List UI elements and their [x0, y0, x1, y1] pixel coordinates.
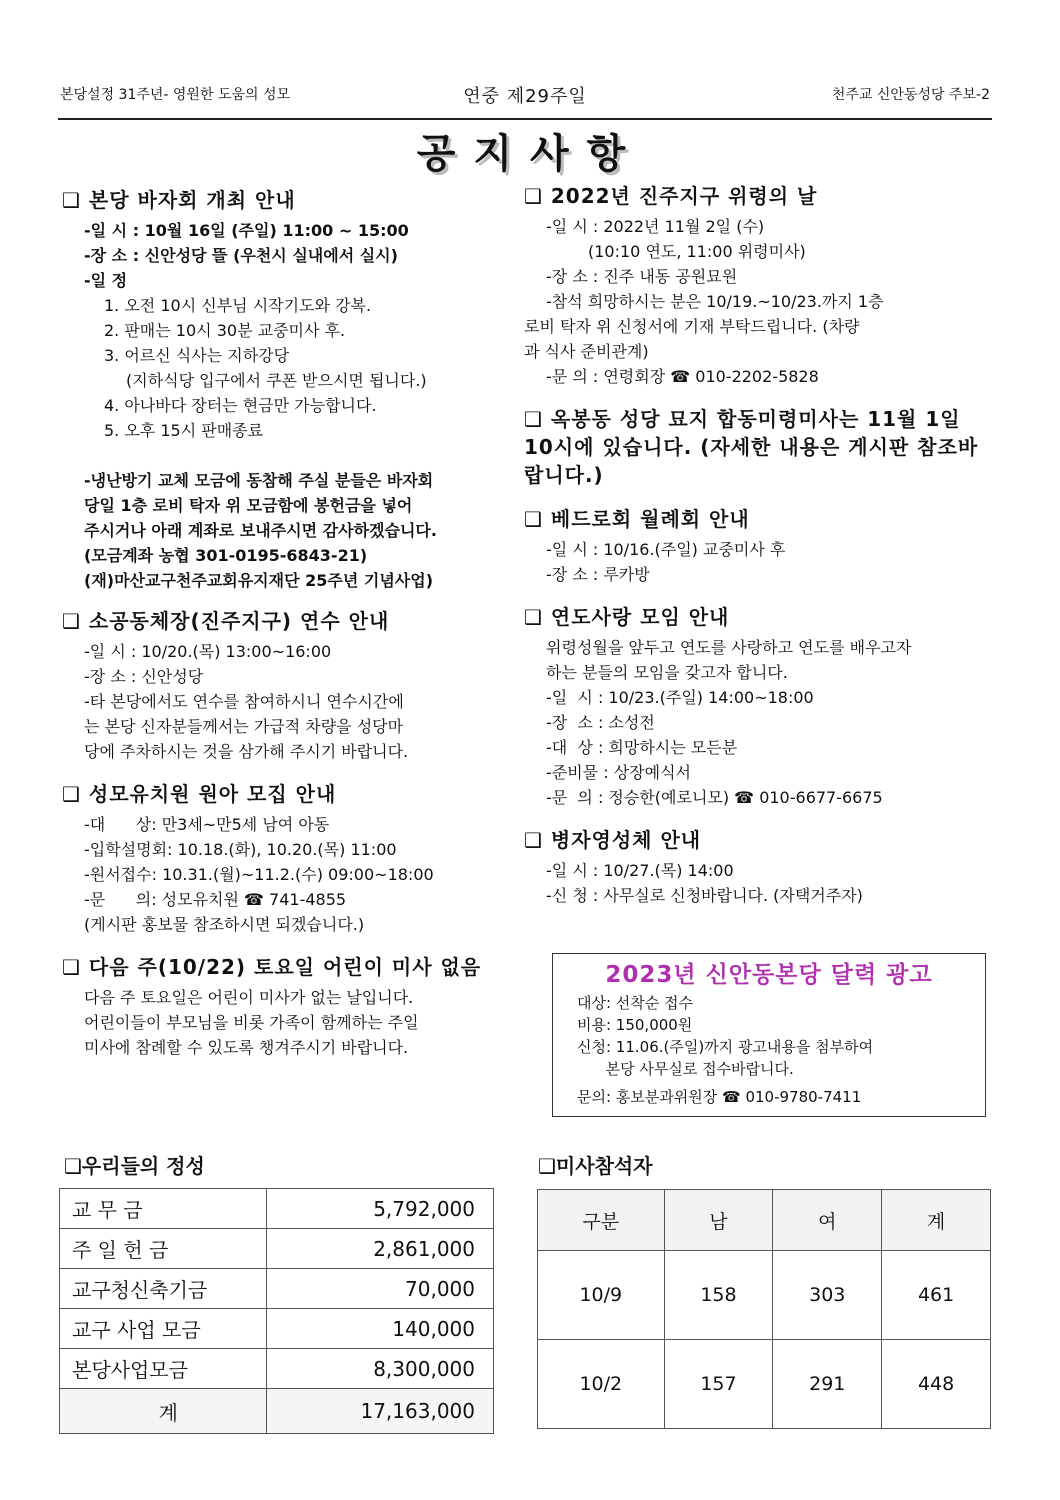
table-row [60, 1269, 494, 1309]
section-line: 위령성월을 앞두고 연도를 사랑하고 연도를 배우고자 [546, 638, 912, 657]
section-title: ❑ 소공동체장(진주지구) 연수 안내 [62, 609, 390, 633]
ad-line: 대상: 선착순 접수 [577, 994, 694, 1012]
offering-value: 140,000 [266, 1309, 493, 1349]
notice-section [524, 405, 994, 489]
section-line: (재)마산교구천주교회유지재단 25주년 기념사업) [84, 571, 434, 590]
section-line: -장 소 : 신안성당 뜰 (우천시 실내에서 실시) [84, 246, 398, 265]
section-line: 는 본당 신자분들께서는 가급적 차량을 성당마 [84, 717, 404, 736]
offering-value: 2,861,000 [266, 1229, 493, 1269]
section-line: -일 시 : 10/16.(주일) 교중미사 후 [546, 540, 786, 559]
offering-label: 계 [60, 1389, 267, 1434]
section-title: ❑ 성모유치원 원아 모집 안내 [62, 782, 337, 806]
offering-value: 17,163,000 [266, 1389, 493, 1434]
section-title: ❑ 2022년 진주지구 위령의 날 [524, 184, 818, 208]
table-header-row [538, 1190, 991, 1251]
ad-title: 2023년 신안동본당 달력 광고 [605, 962, 933, 988]
section-line: 3. 어르신 식사는 지하강당 [104, 346, 290, 365]
section-line: 미사에 참례할 수 있도록 챙겨주시기 바랍니다. [84, 1038, 409, 1057]
notice-section [524, 182, 994, 389]
attendance-cell: 158 [664, 1251, 773, 1340]
section-title: ❑ 연도사랑 모임 안내 [524, 605, 730, 629]
section-line: -대 상 : 희망하시는 모든분 [546, 738, 738, 757]
offering-label: 교 무 금 [60, 1189, 267, 1229]
section-title: ❑ 본당 바자회 개최 안내 [62, 188, 296, 212]
table-row [60, 1349, 494, 1389]
section-line: -신 청 : 사무실로 신청바랍니다. (자택거주자) [546, 886, 863, 905]
attendance-header: 계 [882, 1190, 991, 1251]
section-line: -일 시 : 10/27.(목) 14:00 [546, 861, 734, 880]
attendance-header: 남 [664, 1190, 773, 1251]
offering-label: 교구 사업 모금 [60, 1309, 267, 1349]
section-title: ❑ 베드로회 월례회 안내 [524, 507, 750, 531]
section-line: -대 상: 만3세~만5세 남여 아동 [84, 815, 330, 834]
section-line: -장 소 : 진주 내동 공원묘원 [546, 267, 738, 286]
offering-label: 교구청신축기금 [60, 1269, 267, 1309]
section-line: -일 정 [84, 271, 128, 290]
offering-label: 본당사업모금 [60, 1349, 267, 1389]
notice-section [524, 603, 994, 810]
section-line: -냉난방기 교체 모금에 동참해 주실 분들은 바자회 [84, 471, 434, 490]
section-line: (모금계좌 농협 301-0195-6843-21) [84, 546, 368, 565]
table-row [60, 1309, 494, 1349]
section-line: -장 소 : 신안성당 [84, 667, 204, 686]
attendance-header: 구분 [538, 1190, 665, 1251]
attendance-table [537, 1189, 991, 1429]
left-column [62, 186, 502, 1060]
offering-value: 8,300,000 [266, 1349, 493, 1389]
ad-line: 신청: 11.06.(주일)까지 광고내용을 첨부하여 [577, 1038, 874, 1056]
section-line: 2. 판매는 10시 30분 교중미사 후. [104, 321, 346, 340]
table-row [60, 1389, 494, 1434]
section-title: ❑ 옥봉동 성당 묘지 합동미령미사는 11월 1일 10시에 있습니다. (자세한 내용은 게시판 참조바랍니다.) [524, 407, 979, 487]
section-line: 다음 주 토요일은 어린이 미사가 없는 날입니다. [84, 988, 414, 1007]
section-line: 과 식사 준비관계) [524, 342, 649, 361]
attendance-cell: 10/2 [538, 1340, 665, 1429]
notice-section [62, 607, 502, 764]
page-header [58, 82, 992, 120]
section-line: -일 시 : 10/20.(목) 13:00~16:00 [84, 642, 332, 661]
ad-line: 비용: 150,000원 [577, 1016, 693, 1034]
right-column [524, 182, 994, 908]
offerings-table [59, 1188, 494, 1434]
attendance-title: ❑미사참석자 [538, 1154, 653, 1178]
section-title: ❑ 다음 주(10/22) 토요일 어린이 미사 없음 [62, 955, 482, 979]
notice-section [524, 826, 994, 908]
section-line: -장 소 : 소성전 [546, 713, 655, 732]
section-line: -입학설명회: 10.18.(화), 10.20.(목) 11:00 [84, 840, 397, 859]
attendance-cell: 10/9 [538, 1251, 665, 1340]
section-line: -문 의 : 정승한(예로니모) ☎ 010-6677-6675 [546, 788, 883, 807]
section-line: (게시판 홍보물 참조하시면 되겠습니다.) [84, 915, 365, 934]
section-line: -문 의 : 연령회장 ☎ 010-2202-5828 [546, 367, 819, 386]
section-line: -일 시 : 10월 16일 (주일) 11:00 ~ 15:00 [84, 221, 409, 240]
section-title: ❑ 병자영성체 안내 [524, 828, 702, 852]
notice-section [62, 953, 502, 1060]
section-line: 어린이들이 부모님을 비롯 가족이 함께하는 주일 [84, 1013, 419, 1032]
section-line: -타 본당에서도 연수를 참여하시니 연수시간에 [84, 692, 404, 711]
attendance-cell: 157 [664, 1340, 773, 1429]
section-line: 1. 오전 10시 신부님 시작기도와 강복. [104, 296, 372, 315]
section-line: -일 시 : 2022년 11월 2일 (수) [546, 217, 765, 236]
section-line: -장 소 : 루카방 [546, 565, 650, 584]
header-center-text: 연중 제29주일 [463, 86, 587, 107]
offering-value: 70,000 [266, 1269, 493, 1309]
section-line: 주시거나 아래 계좌로 보내주시면 감사하겠습니다. [84, 521, 437, 540]
section-line: -일 시 : 10/23.(주일) 14:00~18:00 [546, 688, 814, 707]
table-row [538, 1340, 991, 1429]
notice-section [524, 505, 994, 587]
attendance-header: 여 [773, 1190, 882, 1251]
section-line: -원서접수: 10.31.(월)~11.2.(수) 09:00~18:00 [84, 865, 434, 884]
attendance-cell: 461 [882, 1251, 991, 1340]
table-row [538, 1251, 991, 1340]
notice-section [62, 780, 502, 937]
section-line: 5. 오후 15시 판매종료 [104, 421, 264, 440]
section-line: 당일 1층 로비 탁자 위 모금함에 봉헌금을 넣어 [84, 496, 413, 515]
header-left-text: 본당설정 31주년- 영원한 도움의 성모 [60, 87, 291, 103]
attendance-cell: 303 [773, 1251, 882, 1340]
offerings-title: ❑우리들의 정성 [64, 1154, 205, 1178]
section-line: -참석 희망하시는 분은 10/19.~10/23.까지 1층 [546, 292, 884, 311]
calendar-ad-box [552, 953, 986, 1117]
attendance-cell: 291 [773, 1340, 882, 1429]
ad-line: 본당 사무실로 접수바랍니다. [577, 1060, 794, 1078]
section-line: (10:10 연도, 11:00 위령미사) [588, 242, 806, 261]
offering-label: 주 일 헌 금 [60, 1229, 267, 1269]
table-row [60, 1229, 494, 1269]
section-line: -문 의: 성모유치원 ☎ 741-4855 [84, 890, 347, 909]
offering-value: 5,792,000 [266, 1189, 493, 1229]
section-line [62, 443, 502, 468]
section-line: 4. 아나바다 장터는 현금만 가능합니다. [104, 396, 377, 415]
section-line: (지하식당 입구에서 쿠폰 받으시면 됩니다.) [126, 371, 427, 390]
section-line: 당에 주차하시는 것을 삼가해 주시기 바랍니다. [84, 742, 409, 761]
section-line: 하는 분들의 모임을 갖고자 합니다. [546, 663, 788, 682]
table-row [60, 1189, 494, 1229]
header-right-text: 천주교 신안동성당 주보-2 [831, 87, 990, 103]
section-line: 로비 탁자 위 신청서에 기재 부탁드립니다. (차량 [524, 317, 860, 336]
notice-section [62, 186, 502, 593]
section-line: -준비물 : 상장예식서 [546, 763, 691, 782]
page-title: 공지사항 [416, 131, 644, 177]
ad-line: 문의: 홍보분과위원장 ☎ 010-9780-7411 [577, 1088, 862, 1106]
attendance-cell: 448 [882, 1340, 991, 1429]
